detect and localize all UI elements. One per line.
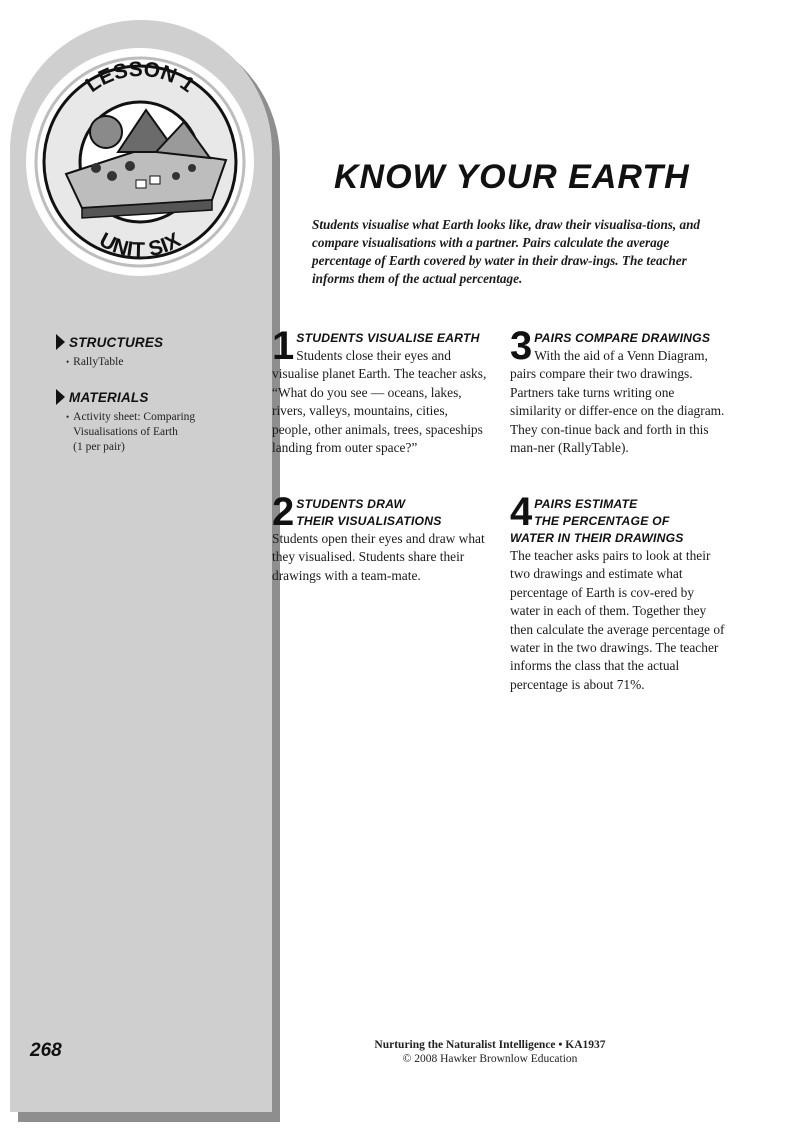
triangle-bullet-icon	[56, 389, 65, 405]
step-body: Students close their eyes and visualise planet Earth. The teacher asks, “What do you see — oceans, lakes, rivers, valleys, mountains, cities, people, other animals, trees, spaceships landing from outer space?”	[272, 348, 487, 456]
step-4	[510, 490, 726, 694]
logo-bottom-text: UNIT SIX	[95, 228, 185, 262]
step-number: 3	[510, 324, 533, 368]
step-body: The teacher asks pairs to look at their two drawings and estimate what percentage of Earth is cov-ered by water in each of them. Together they then calculate the average percentage of water in the two drawings. The teacher informs the class that the actual percentage is about 71%.	[510, 548, 725, 692]
step-2	[272, 490, 488, 585]
footer-publication: Nurturing the Naturalist Intelligence • KA1937	[374, 1039, 606, 1051]
step-number: 1	[272, 324, 295, 368]
step-title: STUDENTS DRAW THEIR VISUALISATIONS	[296, 497, 442, 528]
list-item: • RallyTable	[66, 356, 124, 368]
list-item: • Activity sheet: Comparing	[66, 411, 196, 423]
step-title: PAIRS COMPARE DRAWINGS	[534, 331, 711, 345]
logo-top-text: LESSON 1	[81, 57, 199, 98]
step-title: PAIRS ESTIMATE THE PERCENTAGE OF	[534, 497, 670, 528]
structures-heading: STRUCTURES	[56, 334, 163, 350]
materials-section	[56, 389, 195, 455]
step-1	[272, 324, 488, 457]
materials-list	[66, 410, 195, 455]
step-title-continued: WATER IN THEIR DRAWINGS	[510, 531, 684, 545]
step-number: 4	[510, 490, 533, 534]
step-body: With the aid of a Venn Diagram, pairs compare their two drawings. Partners take turns writing one similarity or differ-ence on the diagram. They con-tinue back and forth in this man-ner (RallyTable).	[510, 348, 725, 456]
step-number: 2	[272, 490, 295, 534]
footer-copyright: © 2008 Hawker Brownlow Education	[402, 1053, 578, 1065]
step-title: STUDENTS VISUALISE EARTH	[296, 331, 480, 345]
lesson-badge-logo	[26, 48, 254, 276]
materials-heading: MATERIALS	[56, 389, 195, 405]
list-item: Visualisations of Earth	[73, 426, 178, 438]
footer	[340, 1038, 640, 1066]
structures-list	[66, 355, 163, 370]
triangle-bullet-icon	[56, 334, 65, 350]
page-number: 268	[30, 1040, 62, 1061]
intro-paragraph: Students visualise what Earth looks like, draw their visualisa-tions, and compare visualisations with a partner. Pairs calculate the average percentage of Earth covered by water in their draw-ings. The teacher informs them of the actual percentage.	[312, 217, 701, 286]
list-item: (1 per pair)	[73, 441, 125, 453]
step-body: Students open their eyes and draw what they visualised. Students share their drawings with a team-mate.	[272, 531, 485, 583]
step-3	[510, 324, 726, 457]
page-title: KNOW YOUR EARTH	[334, 158, 690, 196]
structures-section	[56, 334, 163, 370]
